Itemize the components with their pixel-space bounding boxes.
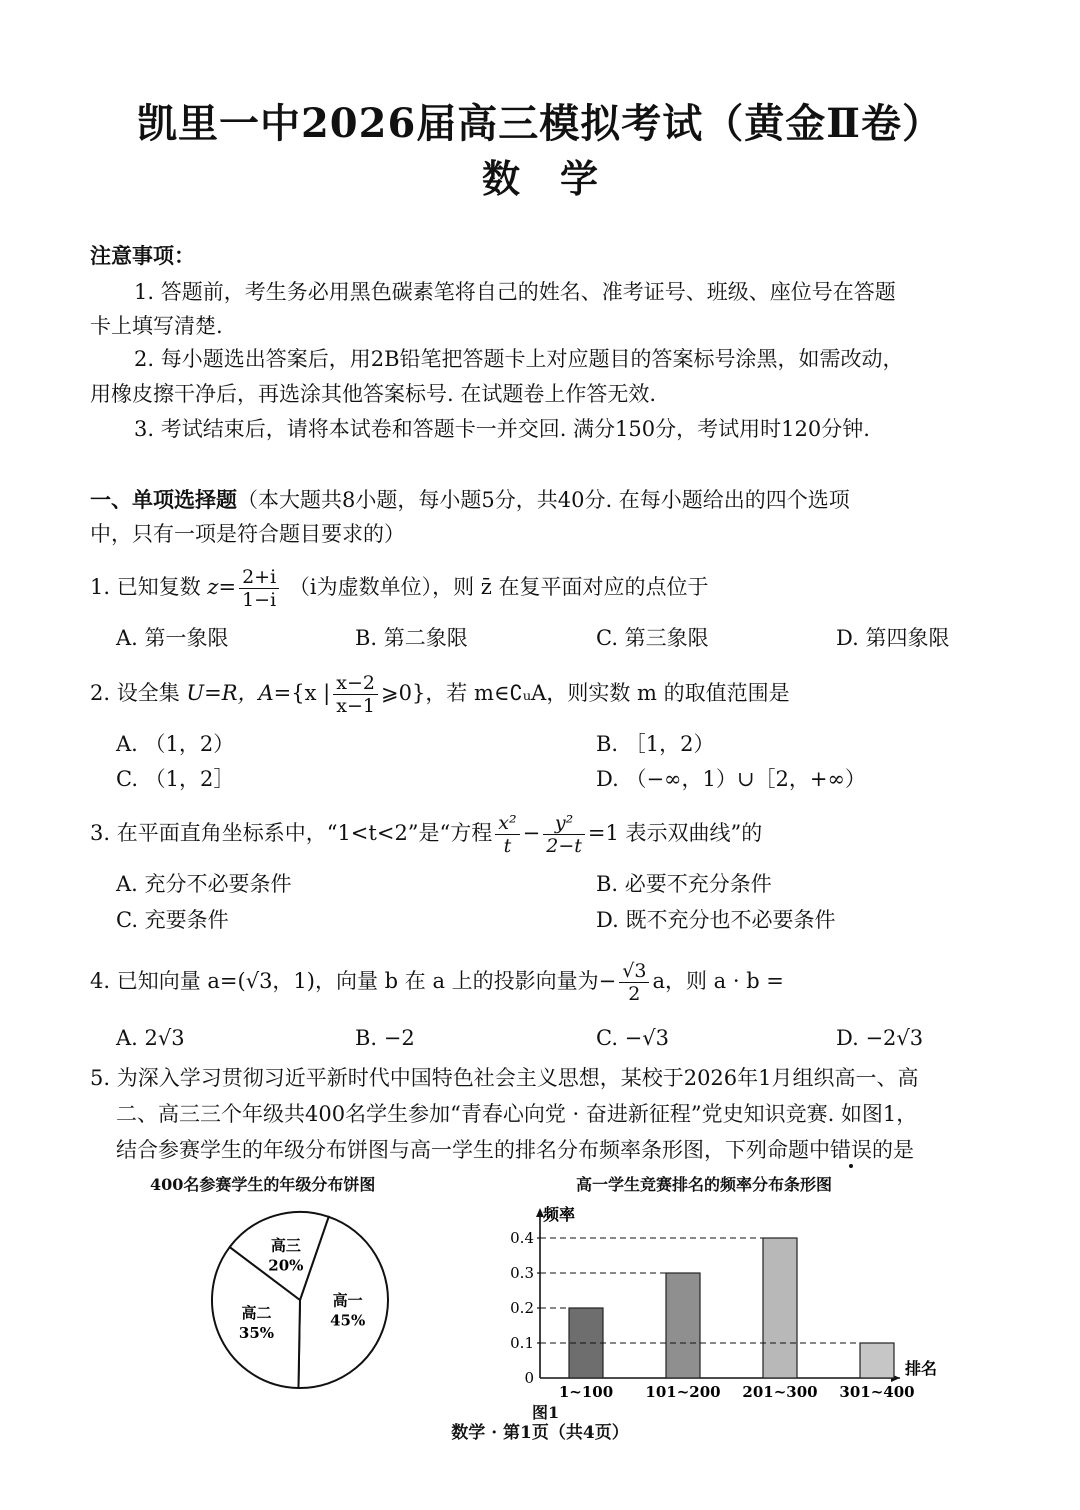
q5-line3-end: 的是 <box>872 1138 914 1162</box>
pie-value-高二: 35% <box>238 1324 275 1343</box>
page-footer: 数学 · 第1页（共4页） <box>451 1423 629 1443</box>
q3-numerator-1: x² <box>495 812 519 835</box>
x-axis-label: 排名 <box>905 1359 938 1378</box>
q4-fraction <box>619 960 649 1005</box>
q2-prefix: 2. 设全集 <box>90 681 180 705</box>
q2-option-c[interactable]: C. （1，2］ <box>116 767 235 791</box>
q1-suffix: （i为虚数单位），则 z̄ 在复平面对应的点位于 <box>288 575 709 599</box>
notice-item-1: 1. 答题前，考生务必用黑色碳素笔将自己的姓名、准考证号、班级、座位号在答题 <box>134 280 896 304</box>
q3-option-a[interactable]: A. 充分不必要条件 <box>116 872 292 896</box>
q1-denominator: 1−i <box>242 589 277 611</box>
q1-prefix: 1. 已知复数 <box>90 575 201 599</box>
q2-set-left: {x | <box>291 681 331 705</box>
q1-option-b[interactable]: B. 第二象限 <box>355 626 468 650</box>
q3-fraction-1 <box>495 812 519 857</box>
notice-item-2: 2. 每小题选出答案后，用2B铅笔把答题卡上对应题目的答案标号涂黑，如需改动， <box>134 347 904 371</box>
q3-denominator-1: t <box>503 835 512 857</box>
exam-title: 凯里一中2026届高三模拟考试（黄金Ⅱ卷） <box>136 100 944 147</box>
y-tick-label: 0.1 <box>510 1334 534 1352</box>
pie-chart <box>200 1200 400 1400</box>
q3-minus: − <box>522 821 541 845</box>
question-3 <box>90 812 762 857</box>
q2-option-a[interactable]: A. （1，2） <box>116 732 235 756</box>
pie-value-高一: 45% <box>330 1311 366 1330</box>
q3-numerator-2: y² <box>543 812 585 835</box>
y-tick-label: 0.4 <box>510 1229 534 1247</box>
pie-chart-title: 400名参赛学生的年级分布饼图 <box>150 1175 376 1194</box>
pie-value-高三: 20% <box>268 1256 304 1275</box>
pie-label-高一: 高一 <box>332 1291 363 1310</box>
q4-option-a[interactable]: A. 2√3 <box>116 1026 185 1050</box>
notice-item-1-cont: 卡上填写清楚. <box>90 314 223 338</box>
q4-denominator: 2 <box>628 983 641 1005</box>
q2-fraction <box>333 672 378 717</box>
bar-101~200 <box>666 1273 700 1378</box>
x-tick-label: 301~400 <box>839 1383 915 1401</box>
q3-suffix: =1 表示双曲线”的 <box>587 821 763 845</box>
y-axis-label: 频率 <box>543 1205 576 1224</box>
x-tick-label: 201~300 <box>742 1383 818 1401</box>
q3-option-c[interactable]: C. 充要条件 <box>116 908 229 932</box>
bar-chart-title: 高一学生竞赛排名的频率分布条形图 <box>576 1175 833 1194</box>
y-tick-label: 0 <box>524 1369 534 1387</box>
q1-fraction <box>239 566 279 611</box>
q5-emphasis: 错误 <box>830 1138 872 1162</box>
question-5-cont-1: 二、高三三个年级共400名学生参加“青春心向党 · 奋进新征程”党史知识竞赛. 如图1， <box>116 1102 918 1126</box>
question-5: 5. 为深入学习贯彻习近平新时代中国特色社会主义思想，某校于2026年1月组织高一、高 <box>90 1066 919 1090</box>
notice-item-2-cont: 用橡皮擦干净后，再选涂其他答案标号. 在试题卷上作答无效. <box>90 382 657 406</box>
q2-numerator: x−2 <box>333 672 378 695</box>
figure-caption: 图1 <box>532 1403 560 1422</box>
q5-line3-main: 结合参赛学生的年级分布饼图与高一学生的排名分布频率条形图，下列命题中 <box>116 1138 830 1162</box>
q4-numerator: √3 <box>619 960 649 983</box>
q4-prefix: 4. 已知向量 a=(√3，1)，向量 b 在 a 上的投影向量为− <box>90 969 617 993</box>
subject-title: 数学 <box>481 156 638 201</box>
question-2 <box>90 672 790 717</box>
y-tick-label: 0.3 <box>510 1264 534 1282</box>
question-4 <box>90 960 784 1005</box>
q2-option-b[interactable]: B. ［1，2） <box>596 732 715 756</box>
bar-chart <box>495 1198 955 1408</box>
y-tick-label: 0.2 <box>510 1299 534 1317</box>
q2-denominator: x−1 <box>336 695 375 717</box>
q3-denominator-2: 2−t <box>546 835 582 857</box>
section-1-heading-line <box>90 486 850 514</box>
question-1 <box>90 566 709 611</box>
q1-option-a[interactable]: A. 第一象限 <box>116 626 229 650</box>
q3-option-d[interactable]: D. 既不充分也不必要条件 <box>596 908 836 932</box>
q2-set-u: U=R，A= <box>186 681 292 705</box>
q3-option-b[interactable]: B. 必要不充分条件 <box>596 872 772 896</box>
x-tick-label: 1~100 <box>558 1383 614 1401</box>
notice-heading: 注意事项： <box>90 243 195 268</box>
q1-option-c[interactable]: C. 第三象限 <box>596 626 709 650</box>
question-5-cont-2 <box>116 1136 914 1164</box>
x-tick-label: 101~200 <box>645 1383 721 1401</box>
section-1-desc: （本大题共8小题，每小题5分，共40分. 在每小题给出的四个选项 <box>237 488 850 512</box>
bar-301~400 <box>860 1343 894 1378</box>
section-1-heading: 一、单项选择题 <box>90 487 237 512</box>
q3-prefix: 3. 在平面直角坐标系中，“1<t<2”是“方程 <box>90 821 493 845</box>
q2-option-d[interactable]: D. （−∞，1）∪［2，+∞） <box>596 767 866 791</box>
bar-201~300 <box>763 1238 797 1378</box>
q1-numerator: 2+i <box>239 566 279 589</box>
q4-option-c[interactable]: C. −√3 <box>596 1026 670 1050</box>
pie-label-高三: 高三 <box>270 1236 301 1255</box>
pie-label-高二: 高二 <box>241 1304 272 1323</box>
q2-set-right: ⩾0} <box>380 681 426 705</box>
q1-var: z= <box>207 575 237 599</box>
q3-fraction-2 <box>543 812 585 857</box>
q4-suffix: a，则 a · b = <box>652 969 784 993</box>
q2-suffix: ，若 m∈∁ᵤA，则实数 m 的取值范围是 <box>425 681 790 705</box>
q1-option-d[interactable]: D. 第四象限 <box>836 626 950 650</box>
q4-option-d[interactable]: D. −2√3 <box>836 1026 924 1050</box>
notice-item-3: 3. 考试结束后，请将本试卷和答题卡一并交回. 满分150分，考试用时120分钟. <box>134 417 870 441</box>
section-1-desc-cont: 中，只有一项是符合题目要求的） <box>90 522 405 546</box>
q4-option-b[interactable]: B. −2 <box>355 1026 415 1050</box>
